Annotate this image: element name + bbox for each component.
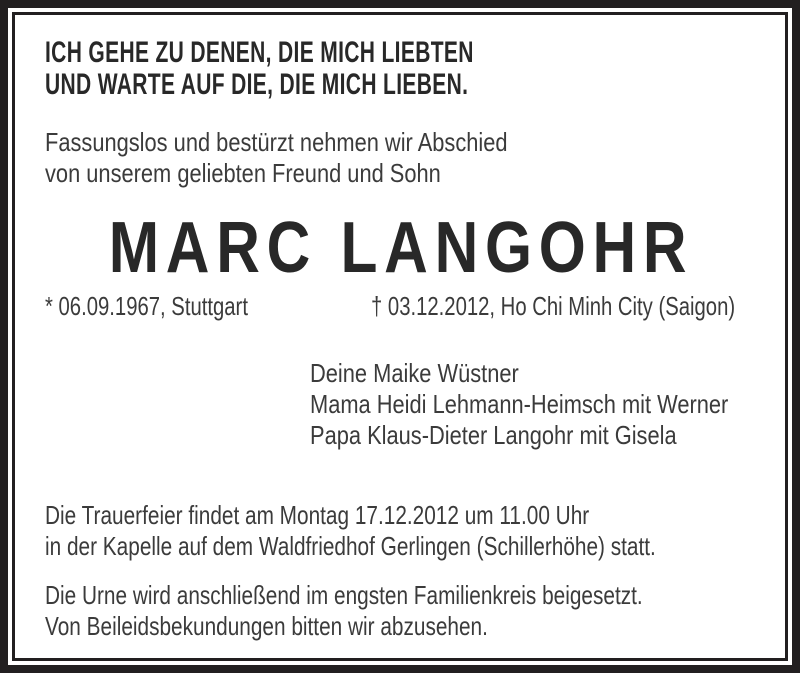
funeral-line-1: Die Trauerfeier findet am Montag 17.12.2012 um 11.00 Uhr xyxy=(45,500,590,530)
intro-line-2: von unserem geliebten Freund und Sohn xyxy=(45,158,441,188)
death-date: † 03.12.2012, Ho Chi Minh City (Saigon) xyxy=(371,291,736,321)
epigraph xyxy=(45,37,543,101)
intro-line-1: Fassungslos und bestürzt nehmen wir Abschied xyxy=(45,127,508,157)
epigraph-line-1: ICH GEHE ZU DENEN, DIE MICH LIEBTEN xyxy=(45,36,474,69)
funeral-line-2: in der Kapelle auf dem Waldfriedhof Gerlingen (Schillerhöhe) statt. xyxy=(45,531,656,561)
deceased-name: MARC LANGOHR xyxy=(108,208,694,288)
mourner-line-1: Deine Maike Wüstner xyxy=(310,358,519,388)
closing-line-2: Von Beileidsbekundungen bitten wir abzusehen. xyxy=(45,611,488,641)
notice-content xyxy=(15,15,785,658)
epigraph-line-2: UND WARTE AUF DIE, DIE MICH LIEBEN. xyxy=(45,68,469,101)
mourner-line-2: Mama Heidi Lehmann-Heimsch mit Werner xyxy=(310,389,729,419)
funeral-details xyxy=(45,500,656,562)
closing-line-1: Die Urne wird anschließend im engsten Familienkreis beigesetzt. xyxy=(45,580,643,610)
intro-paragraph xyxy=(45,127,643,189)
life-dates xyxy=(45,291,757,322)
closing-paragraph xyxy=(45,580,643,642)
mourners-list xyxy=(310,358,729,451)
mourner-line-3: Papa Klaus-Dieter Langohr mit Gisela xyxy=(310,420,677,450)
birth-date: * 06.09.1967, Stuttgart xyxy=(45,291,248,321)
